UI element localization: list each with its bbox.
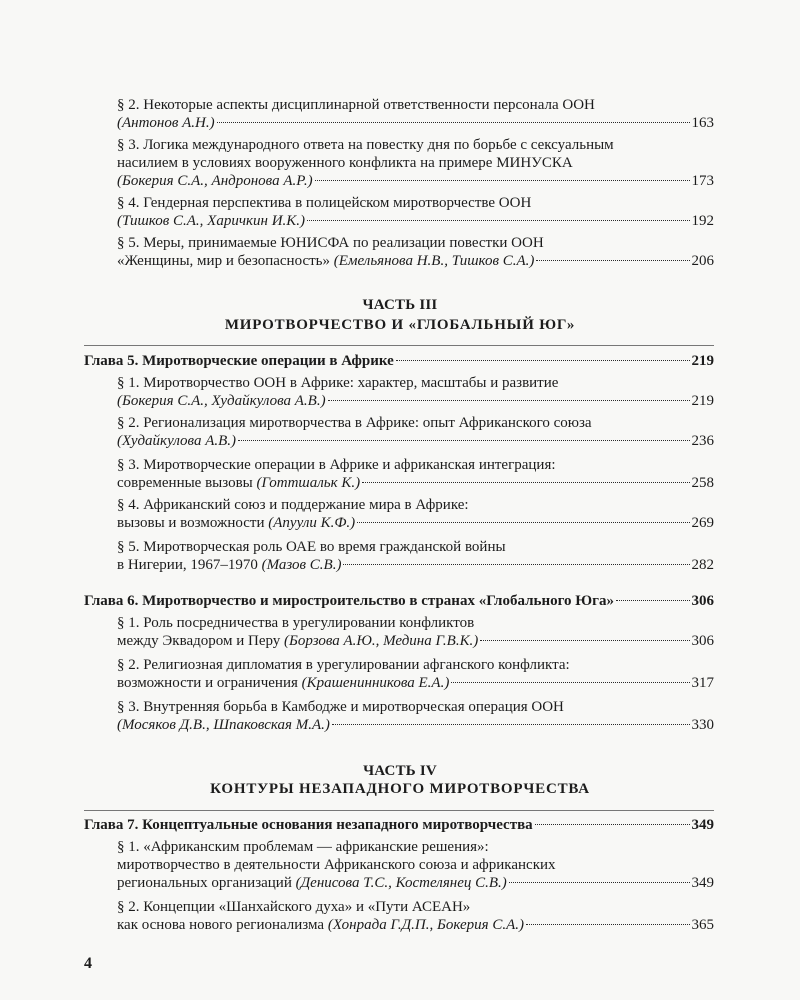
toc-entry-line: § 1. Роль посредничества в урегулировании конфликтов	[117, 615, 475, 631]
toc-entry-line[interactable]	[117, 392, 714, 411]
toc-author: (Антонов А.Н.)	[117, 115, 215, 131]
toc-entry-line[interactable]	[117, 172, 714, 191]
leader-dots	[526, 924, 689, 925]
part-label: ЧАСТЬ III	[362, 297, 438, 313]
toc-author: (Борзова А.Ю., Медина Г.В.К.)	[284, 633, 479, 649]
toc-page-number: 330	[691, 717, 714, 733]
toc-page-number: 192	[691, 213, 714, 229]
toc-chapter-heading[interactable]: Глава 7. Концептуальные основания незападного миротворчества 349	[84, 817, 714, 833]
leader-dots	[509, 882, 690, 883]
toc-author: (Готтшальк К.)	[256, 475, 361, 491]
toc-entry-line[interactable]	[117, 432, 714, 451]
toc-author: (Бокерия С.А., Андронова А.Р.)	[117, 173, 313, 189]
toc-author: (Крашенинникова Е.А.)	[301, 675, 450, 691]
toc-author: (Апуули К.Ф.)	[268, 515, 356, 531]
toc-entry-line: § 2. Религиозная дипломатия в урегулировании афганского конфликта:	[117, 657, 570, 673]
toc-page-number: 163	[691, 115, 714, 131]
leader-dots	[535, 824, 690, 825]
toc-author: (Худайкулова А.В.)	[117, 433, 237, 449]
toc-entry-line: § 3. Внутренняя борьба в Камбодже и миротворческая операция ООН	[117, 699, 564, 715]
toc-author: (Мазов С.В.)	[261, 557, 342, 573]
toc-entry-line[interactable]: вызовы и возможности (Апуули К.Ф.) 269	[117, 515, 714, 531]
toc-page-number: 317	[691, 675, 714, 691]
part-title: КОНТУРЫ НЕЗАПАДНОГО МИРОТВОРЧЕСТВА	[210, 781, 590, 797]
toc-author: (Мосяков Д.В., Шпаковская М.А.)	[117, 717, 330, 733]
toc-author: (Денисова Т.С., Костелянец С.В.)	[295, 875, 507, 891]
toc-entry-line[interactable]: региональных организаций (Денисова Т.С., Костелянец С.В.) 349	[117, 875, 714, 891]
toc-page-number: 349	[691, 875, 714, 891]
leader-dots	[343, 564, 689, 565]
toc-author: (Емельянова Н.В., Тишков С.А.)	[333, 253, 535, 269]
toc-entry-line: § 2. Некоторые аспекты дисциплинарной ответственности персонала ООН	[117, 97, 595, 113]
toc-entry-line: миротворчество в деятельности Африканского союза и африканских	[117, 857, 556, 873]
toc-page-number: 236	[691, 433, 714, 449]
toc-page-number: 219	[691, 353, 714, 369]
toc-entry-line[interactable]	[117, 114, 714, 133]
toc-page-number: 306	[691, 593, 714, 609]
toc-page-number: 306	[691, 633, 714, 649]
section-divider	[84, 345, 714, 346]
toc-entry-line: § 3. Логика международного ответа на повестку дня по борьбе с сексуальным	[117, 137, 614, 153]
toc-entry-line[interactable]: современные вызовы (Готтшальк К.) 258	[117, 475, 714, 491]
leader-dots	[357, 522, 689, 523]
toc-page-number: 258	[691, 475, 714, 491]
toc-entry-line[interactable]: между Эквадором и Перу (Борзова А.Ю., Медина Г.В.К.) 306	[117, 633, 714, 649]
leader-dots	[217, 122, 690, 123]
toc-page-number: 365	[691, 917, 714, 933]
toc-author: (Тишков С.А., Харичкин И.К.)	[117, 213, 305, 229]
toc-page-number: 282	[691, 557, 714, 573]
toc-entry-line: § 2. Регионализация миротворчества в Африке: опыт Африканского союза	[117, 415, 592, 431]
toc-author: (Бокерия С.А., Худайкулова А.В.)	[117, 393, 326, 409]
toc-page-number: 206	[691, 253, 714, 269]
part-title: МИРОТВОРЧЕСТВО И «ГЛОБАЛЬНЫЙ ЮГ»	[224, 317, 576, 333]
toc-entry-line[interactable]: в Нигерии, 1967–1970 (Мазов С.В.) 282	[117, 557, 714, 573]
toc-entry-line: § 1. Миротворчество ООН в Африке: характер, масштабы и развитие	[117, 375, 559, 391]
toc-page-number: 269	[691, 515, 714, 531]
leader-dots	[396, 360, 690, 361]
leader-dots	[332, 724, 690, 725]
toc-page-number: 349	[691, 817, 714, 833]
toc-page-number: 173	[691, 173, 714, 189]
toc-entry-line[interactable]: возможности и ограничения (Крашенинникова Е.А.) 317	[117, 675, 714, 691]
toc-author: (Хонрада Г.Д.П., Бокерия С.А.)	[327, 917, 525, 933]
toc-entry-line: § 1. «Африканским проблемам — африканские решения»:	[117, 839, 489, 855]
leader-dots	[238, 440, 689, 441]
toc-entry-line[interactable]	[117, 716, 714, 735]
toc-entry-line[interactable]	[117, 212, 714, 231]
leader-dots	[328, 400, 690, 401]
part-label: ЧАСТЬ IV	[363, 763, 437, 779]
toc-chapter-heading[interactable]: Глава 5. Миротворческие операции в Африке 219	[84, 353, 714, 369]
toc-entry-line: § 5. Меры, принимаемые ЮНИСФА по реализации повестки ООН	[117, 235, 544, 251]
toc-entry-line[interactable]: как основа нового регионализма (Хонрада Г.Д.П., Бокерия С.А.) 365	[117, 917, 714, 933]
toc-entry-line: § 2. Концепции «Шанхайского духа» и «Пути АСЕАН»	[117, 899, 471, 915]
leader-dots	[451, 682, 689, 683]
page-number: 4	[84, 955, 92, 972]
leader-dots	[315, 180, 690, 181]
toc-entry-line: § 3. Миротворческие операции в Африке и африканская интеграция:	[117, 457, 556, 473]
toc-chapter-heading[interactable]: Глава 6. Миротворчество и миростроительство в странах «Глобального Юга» 306	[84, 593, 714, 609]
toc-page-number: 219	[691, 393, 714, 409]
leader-dots	[616, 600, 690, 601]
toc-entry-line[interactable]: «Женщины, мир и безопасность» (Емельянова Н.В., Тишков С.А.) 206	[117, 253, 714, 269]
toc-entry-line: § 5. Миротворческая роль ОАЕ во время гражданской войны	[117, 539, 506, 555]
toc-entry-line: насилием в условиях вооруженного конфликта на примере МИНУСКА	[117, 155, 573, 171]
leader-dots	[536, 260, 689, 261]
leader-dots	[307, 220, 690, 221]
leader-dots	[480, 640, 689, 641]
leader-dots	[362, 482, 689, 483]
section-divider	[84, 810, 714, 811]
toc-entry-line: § 4. Гендерная перспектива в полицейском миротворчестве ООН	[117, 195, 532, 211]
toc-entry-line: § 4. Африканский союз и поддержание мира в Африке:	[117, 497, 469, 513]
